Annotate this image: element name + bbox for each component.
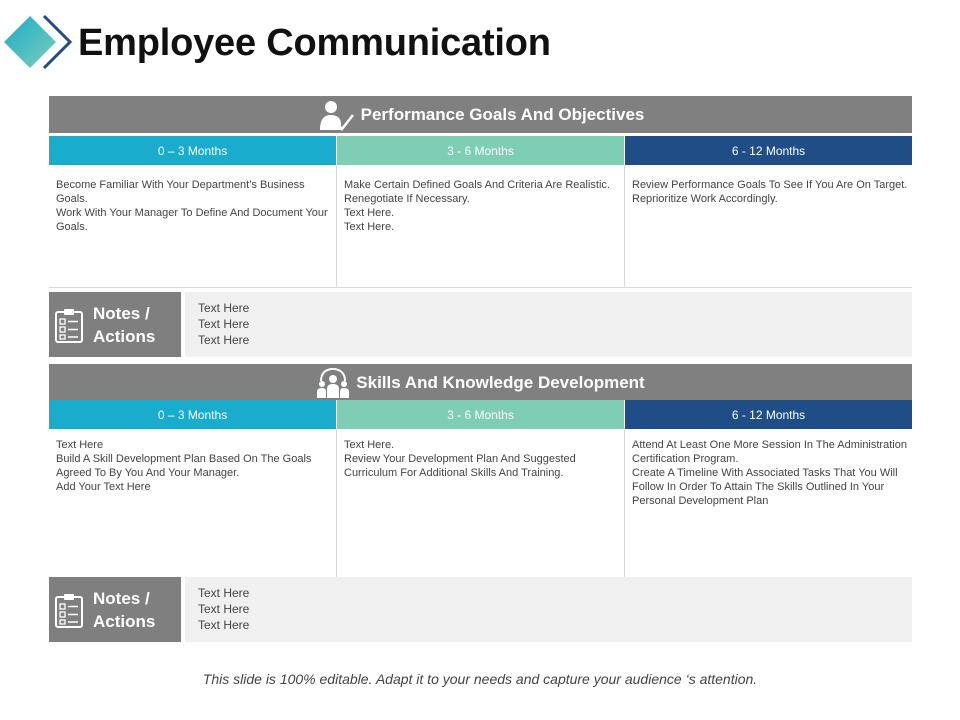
- notes-label-line: Actions: [93, 611, 156, 631]
- cell-text: Attend At Least One More Session In The Administration Certification Program.: [632, 439, 907, 465]
- period-label: 0 – 3 Months: [49, 400, 336, 429]
- section-heading: Performance Goals And Objectives: [360, 104, 645, 124]
- notes-body: [185, 292, 912, 357]
- clipboard-checklist-icon: [54, 592, 84, 628]
- notes-text: Text Here: [198, 586, 250, 600]
- notes-label-line: Actions: [93, 326, 156, 346]
- cell-text: Build A Skill Development Plan Based On The Goals Agreed To By You And Your Manager.: [56, 453, 312, 479]
- cell-text: Create A Timeline With Associated Tasks That You Will Follow In Order To Attain The Skills Outlined In Your Personal Development Plan: [632, 467, 898, 507]
- cell-text: Review Your Development Plan And Suggested Curriculum For Additional Skills And Training.: [344, 453, 576, 479]
- notes-label-line: Notes /: [93, 588, 150, 608]
- period-label: 6 - 12 Months: [624, 400, 912, 429]
- period-label: 0 – 3 Months: [49, 136, 336, 165]
- cell-text: Text Here: [56, 439, 104, 451]
- period-row: [49, 400, 912, 429]
- clipboard-checklist-icon: [54, 307, 84, 343]
- team-icon: [316, 367, 350, 399]
- notes-text: Text Here: [198, 301, 250, 315]
- notes-text: Text Here: [198, 333, 250, 347]
- section-heading: Skills And Knowledge Development: [356, 372, 645, 392]
- period-label: 3 - 6 Months: [336, 136, 624, 165]
- period-label: 6 - 12 Months: [624, 136, 912, 165]
- page-title: Employee Communication: [78, 22, 551, 64]
- period-label: 3 - 6 Months: [336, 400, 624, 429]
- section-header-performance: [49, 96, 912, 133]
- notes-label-line: Notes /: [93, 303, 150, 323]
- content-row: [49, 165, 912, 288]
- notes-text: Text Here: [198, 317, 250, 331]
- cell-text: Text Here.: [344, 221, 395, 233]
- cell-text: Make Certain Defined Goals And Criteria Are Realistic. Renegotiate If Necessary.: [344, 179, 610, 205]
- period-row: [49, 136, 912, 165]
- cell-text: Text Here.: [344, 439, 395, 451]
- cell-text: Become Familiar With Your Department’s Business Goals.: [56, 179, 305, 205]
- person-check-icon: [317, 99, 355, 131]
- cell-text: Add Your Text Here: [56, 481, 151, 493]
- content-cell: [49, 165, 336, 287]
- logo-diamond-icon: [2, 14, 74, 70]
- notes-label-block: [49, 292, 181, 357]
- content-cell: [49, 428, 336, 577]
- content-row: [49, 428, 912, 577]
- notes-actions-panel: [49, 292, 912, 357]
- cell-text: Work With Your Manager To Define And Document Your Goals.: [56, 207, 328, 233]
- section-header-skills: [49, 364, 912, 401]
- content-cell: [624, 165, 912, 287]
- notes-actions-panel: [49, 577, 912, 642]
- cell-text: Review Performance Goals To See If You Are On Target. Reprioritize Work Accordingly.: [632, 179, 908, 205]
- content-cell: [624, 428, 912, 577]
- cell-text: Text Here.: [344, 207, 395, 219]
- notes-label-block: [49, 577, 181, 642]
- notes-text: Text Here: [198, 618, 250, 632]
- notes-text: Text Here: [198, 602, 250, 616]
- content-cell: [336, 428, 624, 577]
- notes-body: [185, 577, 912, 642]
- footer-note: This slide is 100% editable. Adapt it to your needs and capture your audience ‘s attention.: [202, 671, 758, 687]
- content-cell: [336, 165, 624, 287]
